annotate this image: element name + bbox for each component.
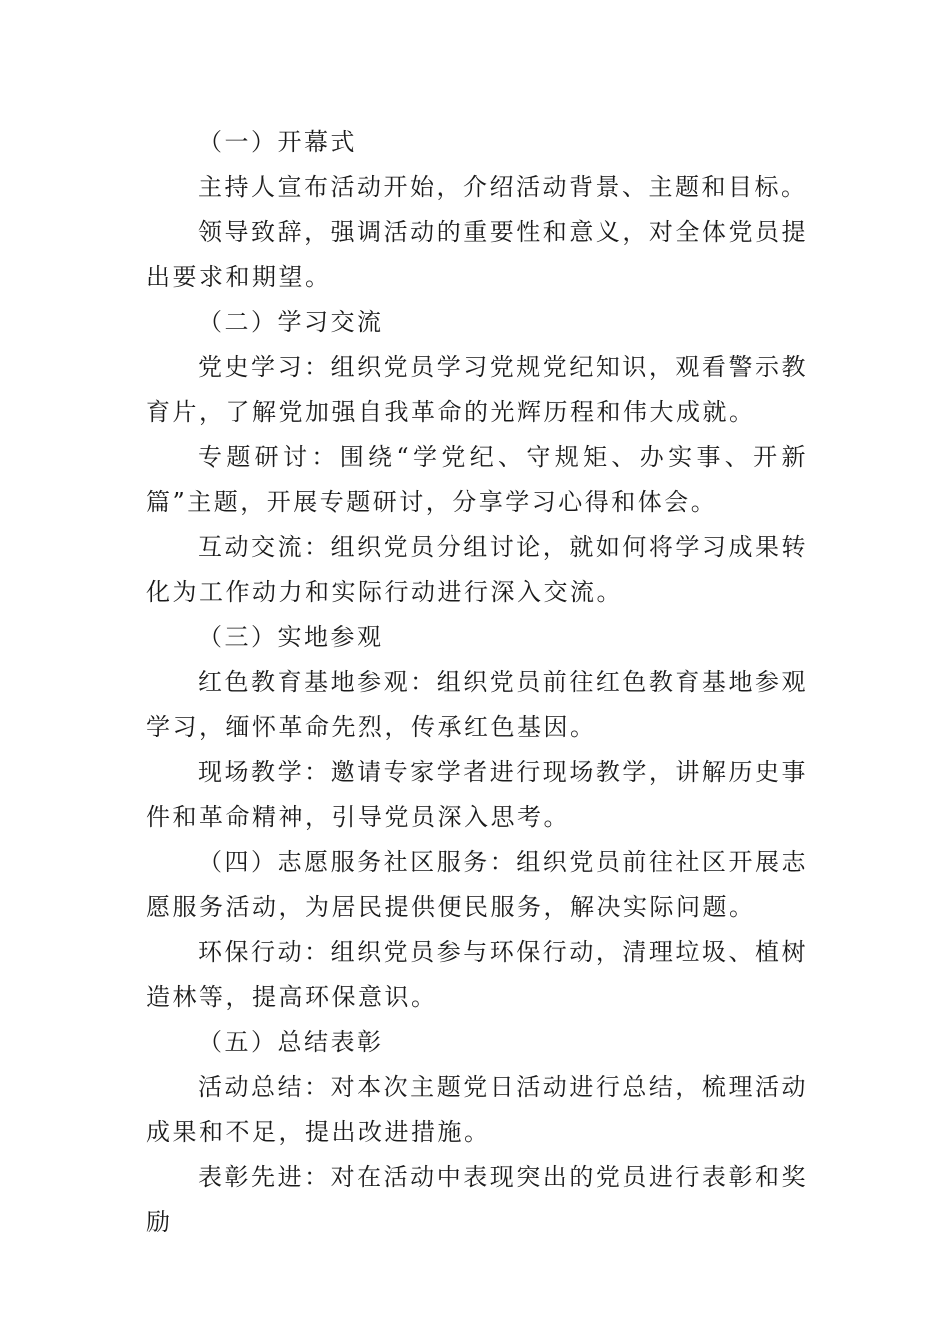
paragraph: 主持人宣布活动开始，介绍活动背景、主题和目标。: [198, 173, 808, 201]
paragraph: 现场教学：邀请专家学者进行现场教学，讲解历史事件和革命精神，引导党员深入思考。: [146, 758, 808, 831]
paragraph: 领导致辞，强调活动的重要性和意义，对全体党员提出要求和期望。: [146, 218, 808, 291]
section-heading-summary: （五）总结表彰: [198, 1028, 384, 1056]
document-body: [146, 120, 808, 1245]
section-heading-study: （二）学习交流: [198, 308, 384, 336]
paragraph: （四）志愿服务社区服务：组织党员前往社区开展志愿服务活动，为居民提供便民服务，解决实际问题。: [146, 848, 808, 921]
paragraph: 党史学习：组织党员学习党规党纪知识，观看警示教育片，了解党加强自我革命的光辉历程和伟大成就。: [146, 353, 808, 426]
section-heading-visit: （三）实地参观: [198, 623, 384, 651]
paragraph: 红色教育基地参观：组织党员前往红色教育基地参观学习，缅怀革命先烈，传承红色基因。: [146, 668, 808, 741]
paragraph: 环保行动：组织党员参与环保行动，清理垃圾、植树造林等，提高环保意识。: [146, 938, 808, 1011]
paragraph: 互动交流：组织党员分组讨论，就如何将学习成果转化为工作动力和实际行动进行深入交流。: [146, 533, 808, 606]
paragraph: 活动总结：对本次主题党日活动进行总结，梳理活动成果和不足，提出改进措施。: [146, 1073, 808, 1146]
section-heading-opening: （一）开幕式: [198, 128, 357, 156]
paragraph: 表彰先进：对在活动中表现突出的党员进行表彰和奖励: [146, 1163, 808, 1236]
paragraph: 专题研讨：围绕“学党纪、守规矩、办实事、开新篇”主题，开展专题研讨，分享学习心得和体会。: [146, 443, 808, 516]
